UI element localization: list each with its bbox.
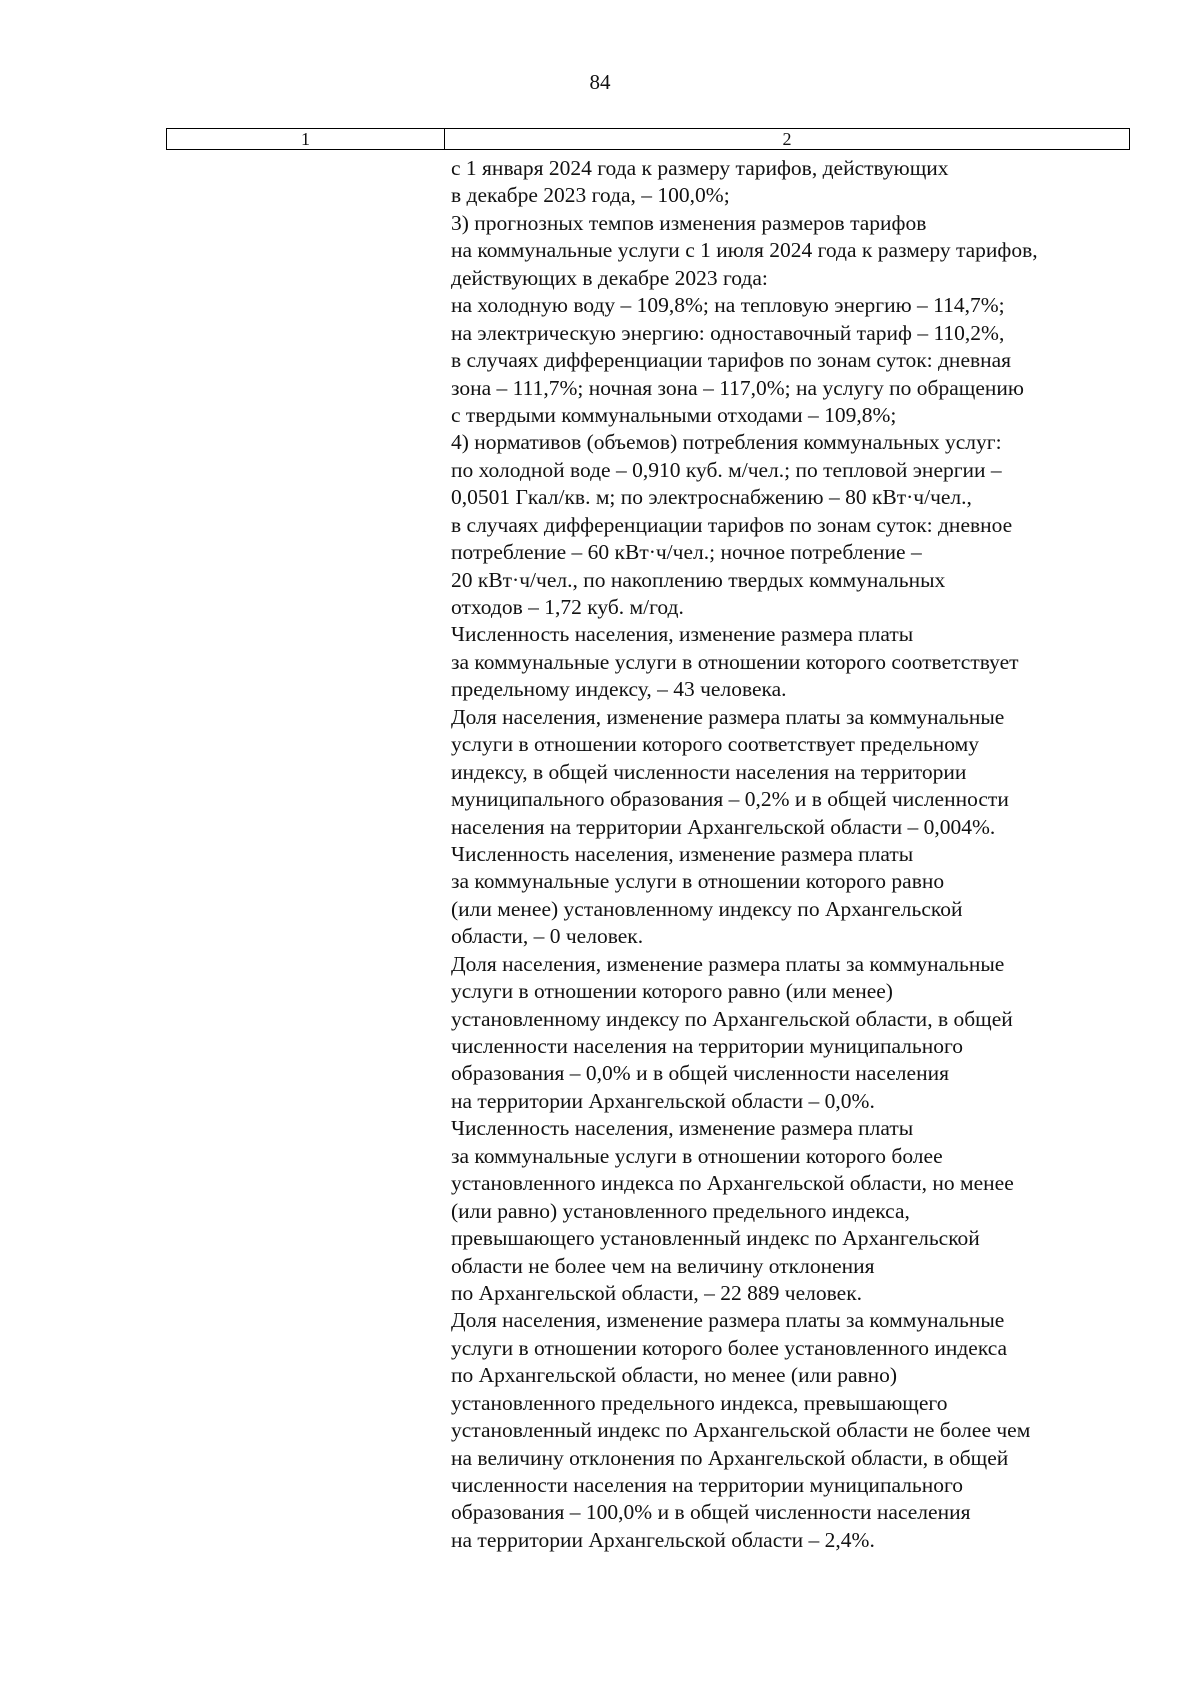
text-line: Доля населения, изменение размера платы за коммунальные	[451, 1308, 1005, 1333]
text-line: за коммунальные услуги в отношении которого соответствует	[451, 649, 1019, 674]
text-line: по Архангельской области, – 22 889 человек.	[451, 1280, 863, 1305]
text-line: численности населения на территории муниципального	[451, 1034, 964, 1058]
text-line: Численность населения, изменение размера платы	[451, 622, 914, 647]
text-line: на территории Архангельской области – 0,0%.	[451, 1088, 875, 1113]
text-line: услуги в отношении которого соответствует предельному	[451, 732, 979, 757]
text-line: на электрическую энергию: одноставочный тариф – 110,2%,	[451, 320, 1005, 345]
text-line: Доля населения, изменение размера платы за коммунальные	[451, 704, 1005, 729]
text-line: потребление – 60 кВт·ч/чел.; ночное потребление –	[451, 540, 922, 565]
text-line: установленного индекса по Архангельской области, но менее	[451, 1171, 1014, 1196]
text-line: на величину отклонения по Архангельской области, в общей	[451, 1445, 1009, 1470]
table-header-row	[166, 128, 1130, 150]
text-line: 3) прогнозных темпов изменения размеров тарифов	[451, 210, 927, 235]
text-line: 4) нормативов (объемов) потребления коммунальных услуг:	[451, 430, 1002, 455]
text-line: действующих в декабре 2023 года:	[451, 265, 768, 290]
text-line: Численность населения, изменение размера платы	[451, 841, 914, 866]
text-line: установленный индекс по Архангельской области не более чем	[451, 1418, 1031, 1443]
text-line: установленного предельного индекса, превышающего	[451, 1390, 948, 1415]
text-line: (или равно) установленного предельного индекса,	[451, 1198, 910, 1223]
text-line: области не более чем на величину отклонения	[451, 1253, 875, 1278]
text-line: зона – 111,7%; ночная зона – 117,0%; на услугу по обращению	[451, 375, 1024, 400]
text-line: отходов – 1,72 куб. м/год.	[451, 595, 684, 619]
text-line: превышающего установленный индекс по Архангельской	[451, 1226, 980, 1251]
column-header-2: 2	[782, 129, 792, 149]
text-line: населения на территории Архангельской области – 0,004%.	[451, 814, 996, 839]
text-line: в случаях дифференциации тарифов по зонам суток: дневная	[451, 348, 1012, 373]
text-line: за коммунальные услуги в отношении которого более	[451, 1143, 943, 1168]
column-header-1: 1	[167, 129, 445, 149]
text-line: услуги в отношении которого равно (или менее)	[451, 979, 893, 1004]
text-line: области, – 0 человек.	[451, 924, 644, 949]
text-line: по Архангельской области, но менее (или равно)	[451, 1363, 898, 1388]
text-line: численности населения на территории муниципального	[451, 1473, 964, 1497]
text-line: по холодной воде – 0,910 куб. м/чел.; по тепловой энергии –	[451, 457, 1002, 482]
table-cell-column-2	[451, 155, 1131, 1554]
text-line: образования – 0,0% и в общей численности населения	[451, 1061, 949, 1086]
text-line: с твердыми коммунальными отходами – 109,8%;	[451, 402, 897, 427]
text-line: на холодную воду – 109,8%; на тепловую энергию – 114,7%;	[451, 293, 1005, 318]
text-line: на коммунальные услуги с 1 июля 2024 года к размеру тарифов,	[451, 238, 1038, 263]
page-number: 84	[589, 70, 611, 94]
text-line: 20 кВт·ч/чел., по накоплению твердых коммунальных	[451, 567, 946, 592]
text-line: (или менее) установленному индексу по Архангельской	[451, 896, 963, 921]
text-line: муниципального образования – 0,2% и в общей численности	[451, 787, 1009, 812]
text-line: предельному индексу, – 43 человека.	[451, 677, 787, 702]
text-line: 0,0501 Гкал/кв. м; по электроснабжению – 80 кВт·ч/чел.,	[451, 485, 972, 510]
text-line: за коммунальные услуги в отношении которого равно	[451, 869, 945, 894]
text-line: в декабре 2023 года, – 100,0%;	[451, 183, 730, 208]
text-line: с 1 января 2024 года к размеру тарифов, действующих	[451, 156, 949, 180]
text-line: индексу, в общей численности населения на территории	[451, 759, 967, 784]
text-line: Доля населения, изменение размера платы за коммунальные	[451, 951, 1005, 976]
text-line: в случаях дифференциации тарифов по зонам суток: дневное	[451, 512, 1013, 537]
text-line: Численность населения, изменение размера платы	[451, 1116, 914, 1141]
text-line: на территории Архангельской области – 2,4%.	[451, 1527, 875, 1552]
text-line: образования – 100,0% и в общей численности населения	[451, 1500, 971, 1525]
text-line: установленному индексу по Архангельской области, в общей	[451, 1006, 1013, 1031]
text-line: услуги в отношении которого более установленного индекса	[451, 1335, 1008, 1360]
